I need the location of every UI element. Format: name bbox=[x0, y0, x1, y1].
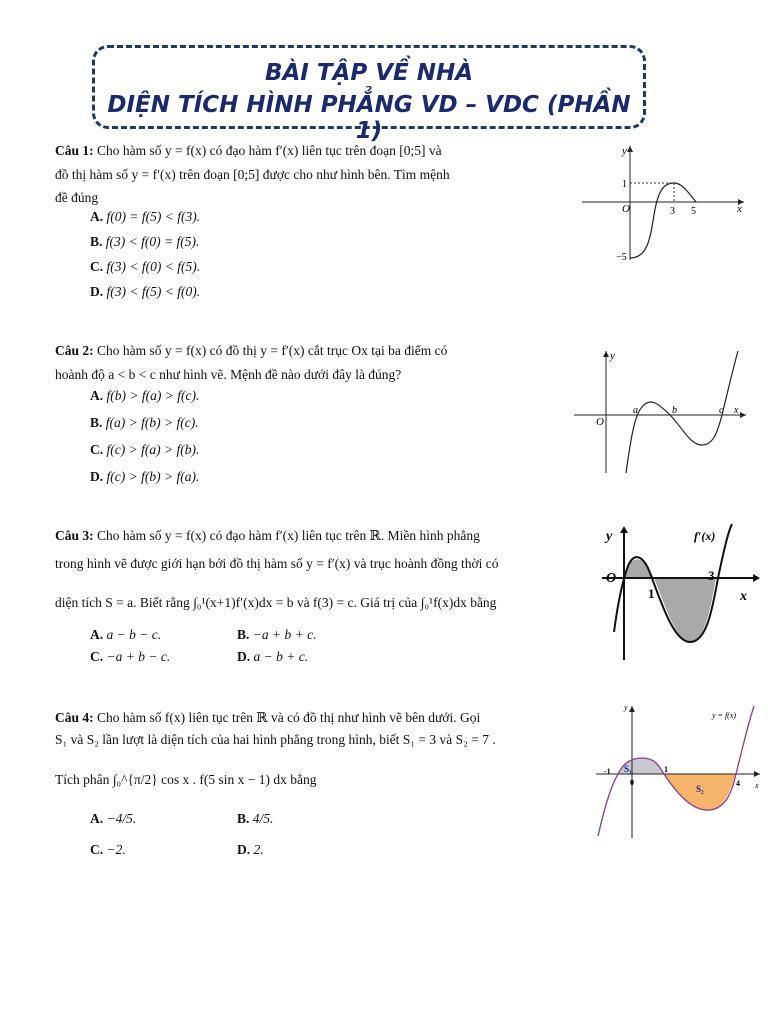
option-text: 4/5. bbox=[252, 811, 274, 826]
graph-label-b: b bbox=[672, 405, 677, 416]
option-key: A. bbox=[90, 209, 104, 224]
question-2-option-c[interactable] bbox=[90, 442, 199, 458]
option-text: f(c) > f(a) > f(b). bbox=[106, 442, 200, 457]
option-text: f(a) > f(b) > f(c). bbox=[105, 415, 199, 430]
graph-label-x: x bbox=[740, 589, 747, 604]
option-key: A. bbox=[90, 811, 104, 826]
option-key: C. bbox=[90, 442, 104, 457]
question-1-option-c[interactable] bbox=[90, 259, 200, 275]
question-4-line-3: Tích phân ∫₀^{π/2} cos x . f(5 sin x − 1) dx bằng bbox=[55, 772, 317, 787]
graph-label-o: O bbox=[606, 571, 617, 586]
option-key: B. bbox=[237, 811, 250, 826]
title-line-1: BÀI TẬP VỀ NHÀ bbox=[264, 60, 474, 86]
option-text: f(0) = f(5) < f(3). bbox=[106, 209, 201, 224]
option-key: A. bbox=[90, 388, 104, 403]
title-line-2: DIỆN TÍCH HÌNH PHẲNG VD – VDC (PHẦN 1) bbox=[107, 92, 631, 144]
question-4-option-d[interactable] bbox=[237, 842, 264, 858]
question-3-option-d[interactable] bbox=[237, 649, 308, 665]
option-text: −4/5. bbox=[106, 811, 137, 826]
option-text: f(b) > f(a) > f(c). bbox=[106, 388, 200, 403]
graph-label-o: O bbox=[622, 203, 630, 215]
option-key: D. bbox=[237, 842, 251, 857]
question-4-text-1: Cho hàm số f(x) liên tục trên ℝ và có đồ thị như hình vẽ bên dưới. Gọi bbox=[97, 710, 481, 725]
graph-label-y: y bbox=[606, 529, 613, 544]
question-4-option-c[interactable] bbox=[90, 842, 126, 858]
question-3-option-a[interactable] bbox=[90, 627, 161, 643]
graph-label-y: y bbox=[624, 703, 628, 712]
option-text: −a + b + c. bbox=[252, 627, 317, 642]
graph-label-x: x bbox=[737, 203, 742, 215]
question-2-option-a[interactable] bbox=[90, 388, 199, 404]
graph-label-fx: y = f(x) bbox=[712, 711, 737, 720]
option-text: f(3) < f(5) < f(0). bbox=[106, 284, 201, 299]
option-key: D. bbox=[237, 649, 251, 664]
question-3 bbox=[55, 524, 580, 548]
graph-label-s2: S₂ bbox=[696, 784, 704, 794]
question-1-graph bbox=[572, 140, 752, 270]
question-3-line-3: diện tích S = a. Biết rằng ∫₀¹(x+1)f′(x)dx = b và f(3) = c. Giá trị của ∫₀¹f(x)dx bằng bbox=[55, 595, 497, 610]
option-key: D. bbox=[90, 469, 104, 484]
option-text: a − b − c. bbox=[106, 627, 162, 642]
title-box bbox=[92, 45, 646, 144]
question-3-text-1: Cho hàm số y = f(x) có đạo hàm f′(x) liên tục trên ℝ. Miền hình phẳng bbox=[97, 528, 480, 543]
question-1-option-a[interactable] bbox=[90, 209, 200, 225]
graph-label-zero: 0 bbox=[630, 778, 634, 787]
question-2 bbox=[55, 339, 565, 363]
question-2-label: Câu 2: bbox=[55, 343, 94, 358]
graph-label-a: a bbox=[633, 405, 638, 416]
graph-label-one: 1 bbox=[664, 765, 668, 774]
option-key: D. bbox=[90, 284, 104, 299]
graph-label-one: 1 bbox=[648, 586, 655, 601]
question-4-option-b[interactable] bbox=[237, 811, 273, 827]
question-1 bbox=[55, 139, 540, 163]
question-4-line-2: S₁ và S₂ lần lượt là diện tích của hai hình phẳng trong hình, biết S₁ = 3 và S₂ = 7 . bbox=[55, 732, 496, 747]
question-4 bbox=[55, 706, 585, 730]
graph-label-four: 4 bbox=[736, 779, 740, 788]
question-2-graph bbox=[570, 345, 750, 475]
graph-label-o: O bbox=[596, 416, 604, 428]
graph-label-y: y bbox=[610, 350, 615, 362]
graph-label-fp: f′(x) bbox=[694, 529, 716, 543]
graph-label-five: 5 bbox=[691, 206, 696, 217]
question-1-line-2: đồ thị hàm số y = f′(x) trên đoạn [0;5] được cho như hình bên. Tìm mệnh bbox=[55, 167, 450, 182]
graph-label-c: c bbox=[719, 405, 724, 416]
option-text: f(3) < f(0) < f(5). bbox=[106, 259, 201, 274]
option-text: f(c) > f(b) > f(a). bbox=[106, 469, 200, 484]
graph-label-x: x bbox=[734, 405, 739, 416]
question-1-option-d[interactable] bbox=[90, 284, 200, 300]
option-key: C. bbox=[90, 259, 104, 274]
question-3-graph bbox=[598, 522, 764, 662]
question-1-label: Câu 1: bbox=[55, 143, 94, 158]
question-3-option-b[interactable] bbox=[237, 627, 316, 643]
question-2-text-1: Cho hàm số y = f(x) có đồ thị y = f′(x) cắt trục Ox tại ba điểm có bbox=[97, 343, 448, 358]
question-3-option-c[interactable] bbox=[90, 649, 170, 665]
graph-label-neg1: -1 bbox=[604, 767, 611, 776]
question-2-option-b[interactable] bbox=[90, 415, 199, 431]
graph-label-y: y bbox=[622, 145, 627, 157]
question-1-option-b[interactable] bbox=[90, 234, 199, 250]
option-key: B. bbox=[90, 415, 103, 430]
question-1-line-3: đề đúng bbox=[55, 190, 99, 205]
option-text: f(3) < f(0) = f(5). bbox=[105, 234, 200, 249]
option-key: B. bbox=[90, 234, 103, 249]
question-4-option-a[interactable] bbox=[90, 811, 136, 827]
question-4-label: Câu 4: bbox=[55, 710, 94, 725]
option-key: A. bbox=[90, 627, 104, 642]
option-key: C. bbox=[90, 842, 104, 857]
graph-label-one: 1 bbox=[622, 179, 627, 190]
option-text: −a + b − c. bbox=[106, 649, 171, 664]
question-3-label: Câu 3: bbox=[55, 528, 94, 543]
option-text: −2. bbox=[106, 842, 126, 857]
question-2-line-2: hoành độ a < b < c như hình vẽ. Mệnh đề nào dưới đây là đúng? bbox=[55, 367, 402, 382]
option-text: a − b + c. bbox=[253, 649, 309, 664]
graph-label-x: x bbox=[755, 781, 759, 790]
graph-label-neg5: −5 bbox=[616, 252, 627, 263]
question-2-option-d[interactable] bbox=[90, 469, 199, 485]
option-key: B. bbox=[237, 627, 250, 642]
graph-label-s1: S₁ bbox=[624, 764, 632, 774]
option-text: 2. bbox=[253, 842, 264, 857]
option-key: C. bbox=[90, 649, 104, 664]
question-4-graph bbox=[592, 700, 764, 840]
graph-label-three: 3 bbox=[708, 568, 715, 583]
question-3-line-2: trong hình vẽ được giới hạn bởi đồ thị hàm số y = f′(x) và trục hoành đồng thời có bbox=[55, 556, 499, 571]
question-1-text-1: Cho hàm số y = f(x) có đạo hàm f′(x) liên tục trên đoạn [0;5] và bbox=[97, 143, 442, 158]
graph-label-three: 3 bbox=[670, 206, 675, 217]
